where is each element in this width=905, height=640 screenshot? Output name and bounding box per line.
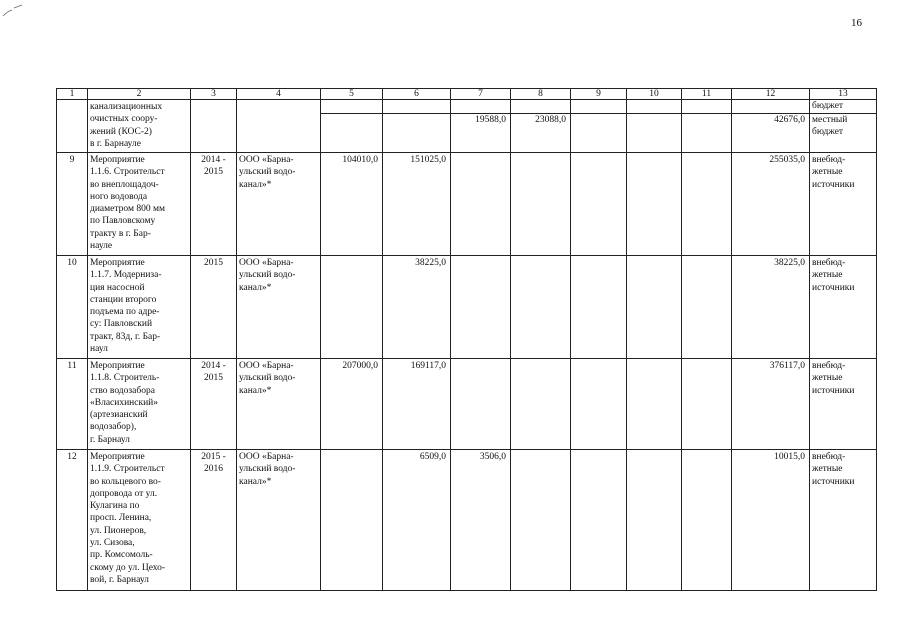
text-line: источники [812,385,855,396]
value-total: 42676,0 [732,113,809,152]
text-line: 2015 [204,258,223,268]
header-cell: 12 [732,89,810,100]
table-row [57,153,877,256]
text-line: жетные [812,270,843,281]
value-cell-12: 376117,0 [732,359,810,450]
corner-pen-mark [2,4,24,23]
name-line: в г. Барнауле [90,138,141,149]
header-cell: 10 [627,89,682,100]
continuation-row [57,100,877,153]
value-cell-8 [511,450,571,591]
text-line: диаметром 800 мм [90,204,165,215]
row-number-cell: 12 [57,450,88,591]
executor-cell [237,256,321,359]
value-cell-7: 3506,0 [451,450,511,591]
source-top: бюджет [812,101,844,111]
text-line: Мероприятие [90,155,145,165]
value-cell-6: 6509,0 [383,450,451,591]
header-cell: 7 [451,89,511,100]
text-line: источники [812,179,855,190]
years-cell [191,450,237,591]
value-cell-7 [451,359,511,450]
text-line: Мероприятие [90,258,145,268]
table-row [57,450,877,591]
name-line: очистных соору- [90,114,158,125]
text-line: канал»* [239,179,272,190]
value-cell-5 [321,450,383,591]
value-cell-7 [451,153,511,256]
years-cell [191,359,237,450]
source-line: бюджет [812,127,844,138]
text-line: жетные [812,167,843,178]
years-cell [191,153,237,256]
text-line: канал»* [239,476,272,487]
text-line: источники [812,282,855,293]
text-line: 1.1.7. Модерниза- [90,270,162,281]
text-line: ульский водо- [239,464,296,475]
header-cell: 5 [321,89,383,100]
value-cell-8 [511,359,571,450]
value-cell-8 [511,256,571,359]
text-line: во кольцевого во- [90,476,161,487]
text-line: су: Павловский [90,319,153,330]
value-cell-6: 38225,0 [383,256,451,359]
text-line: по Павловскому [90,216,156,227]
header-cell: 6 [383,89,451,100]
text-line: скому до ул. Цехо- [90,562,166,573]
text-line: внебюд- [812,258,846,268]
text-line: подъема по адре- [90,307,160,318]
years-cell [191,100,237,153]
value-cell-12: 38225,0 [732,256,810,359]
value-cell-5 [321,256,383,359]
source-cell [810,153,877,256]
value-cell-5: 207000,0 [321,359,383,450]
text-line: ульский водо- [239,167,296,178]
text-line: 1.1.6. Строительст [90,167,165,178]
text-line: ульский водо- [239,373,296,384]
text-line: пр. Комсомоль- [90,550,153,561]
text-line: станции второго [90,294,157,305]
text-line: ульский водо- [239,270,296,281]
text-line: Кулагина по [90,501,140,512]
value-cell-11 [682,256,732,359]
text-line: ция насосной [90,282,145,293]
activity-name-cell [88,153,191,256]
text-line: жетные [812,464,843,475]
value-cell-9 [571,450,627,591]
text-line: науле [90,241,113,252]
text-line: ул. Пионеров, [90,525,147,536]
header-cell: 13 [810,89,877,100]
text-line: 2014 - [201,361,226,371]
header-cell: 8 [511,89,571,100]
source-cell [810,359,877,450]
text-line: Мероприятие [90,361,145,371]
text-line: канал»* [239,282,272,293]
value-cell-10 [627,153,682,256]
value-cell-10 [627,359,682,450]
value-cell-10 [627,256,682,359]
value-cell-12: 10015,0 [732,450,810,591]
text-line: г. Барнаул [90,434,130,445]
executor-cell [237,100,321,153]
value-cell-11 [682,153,732,256]
text-line: 2015 [204,167,223,178]
value-cell-7 [451,256,511,359]
value-cell-6: 151025,0 [383,153,451,256]
source-line: местный [812,115,848,125]
text-line: 1.1.9. Строительст [90,464,165,475]
text-line: наул [90,344,108,355]
executor-cell [237,359,321,450]
source-cell [810,256,877,359]
text-line: внебюд- [812,361,846,371]
executor-cell [237,450,321,591]
source-bottom [810,113,876,152]
value-cell-8 [511,153,571,256]
header-cell: 1 [57,89,88,100]
source-cell [810,100,877,153]
text-line: внебюд- [812,452,846,462]
text-line: Мероприятие [90,452,145,462]
text-line: 1.1.8. Строитель- [90,373,160,384]
value-cell-9 [571,256,627,359]
text-line: ООО «Барна- [239,452,294,462]
name-line: жений (КОС-2) [90,126,152,137]
activity-name-cell [88,450,191,591]
text-line: ного водовода [90,191,148,202]
years-cell [191,256,237,359]
activity-name-cell [88,100,191,153]
value-cell-9 [571,153,627,256]
text-line: водозабор), [90,422,137,433]
text-line: жетные [812,373,843,384]
value-cell-10 [627,450,682,591]
header-cell: 11 [682,89,732,100]
value-cell-6: 169117,0 [383,359,451,450]
cell-10 [627,100,682,153]
text-line: внебюд- [812,155,846,165]
executor-cell [237,153,321,256]
cell-5 [321,100,383,153]
text-line: просп. Ленина, [90,513,152,524]
text-line: тракт, 83д, г. Бар- [90,331,161,342]
activity-name-cell [88,256,191,359]
text-line: допровода от ул. [90,488,158,499]
source-cell [810,450,877,591]
table-row [57,256,877,359]
text-line: вой, г. Барнаул [90,574,149,585]
table-row [57,359,877,450]
text-line: (артезианский [90,410,148,421]
header-row [57,89,877,100]
text-line: 2014 - [201,155,226,165]
value-cell-5: 104010,0 [321,153,383,256]
value-cell-11 [682,450,732,591]
activity-name-cell [88,359,191,450]
row-number-cell: 10 [57,256,88,359]
value-cell-9 [571,359,627,450]
row-number-cell: 9 [57,153,88,256]
text-line: во внеплощадоч- [90,179,159,190]
row-number-cell [57,100,88,153]
value-local-budget: 19588,0 [451,113,510,152]
text-line: канал»* [239,385,272,396]
header-cell: 3 [191,89,237,100]
text-line: ООО «Барна- [239,258,294,268]
text-line: ООО «Барна- [239,361,294,371]
header-cell: 9 [571,89,627,100]
cell-7 [451,100,511,153]
header-cell: 2 [88,89,191,100]
cell-8 [511,100,571,153]
cell-11 [682,100,732,153]
name-line: канализационных [90,102,163,112]
text-line: 2015 [204,373,223,384]
activities-table [56,88,877,591]
text-line: 2016 [204,464,223,475]
page-number: 16 [851,17,862,29]
text-line: 2015 - [201,452,226,462]
value-cell-12: 255035,0 [732,153,810,256]
cell-12 [732,100,810,153]
text-line: «Власихинский» [90,397,159,408]
text-line: ул. Сизова, [90,538,135,549]
text-line: тракту в г. Бар- [90,228,151,239]
value-local-budget: 23088,0 [511,113,570,152]
cell-9 [571,100,627,153]
text-line: ООО «Барна- [239,155,294,165]
row-number-cell: 11 [57,359,88,450]
text-line: ство водозабора [90,385,155,396]
header-cell: 4 [237,89,321,100]
text-line: источники [812,476,855,487]
cell-6 [383,100,451,153]
value-cell-11 [682,359,732,450]
